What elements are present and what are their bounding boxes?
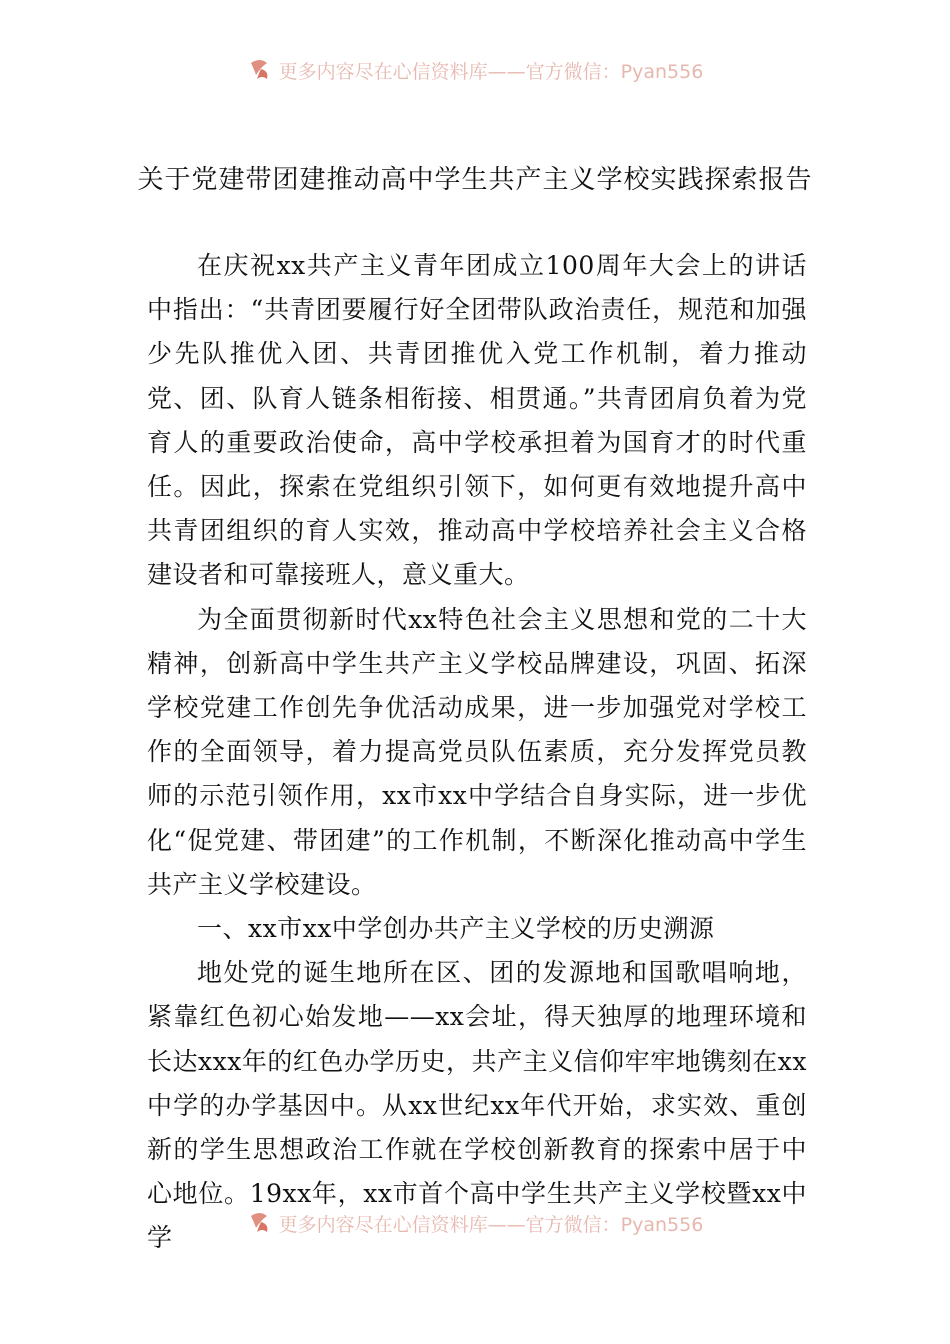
paragraph-1: 在庆祝xx共产主义青年团成立100周年大会上的讲话中指出：“共青团要履行好全团带队政治责任，规范和加强少先队推优入团、共青团推优入党工作机制，着力推动党、团、队育人链条相衔接、相贯通。”共青团肩负着为党育人的重要政治使命，高中学校承担着为国育才的时代重任。因此，探索在党组织引领下，如何更有效地提升高中共青团组织的育人实效，推动高中学校培养社会主义合格建设者和可靠接班人，意义重大。	[147, 251, 807, 590]
section-heading-1: 一、xx市xx中学创办共产主义学校的历史溯源	[197, 914, 715, 944]
watermark-logo-icon	[247, 1210, 273, 1236]
watermark-text: 更多内容尽在心信资料库——官方微信：Pyan556	[278, 60, 704, 83]
document-body	[147, 244, 807, 1261]
paragraph-2: 为全面贯彻新时代xx特色社会主义思想和党的二十大精神，创新高中学生共产主义学校品牌建设，巩固、拓深学校党建工作创先争优活动成果，进一步加强党对学校工作的全面领导，着力提高党员队伍素质，充分发挥党员教师的示范引领作用，xx市xx中学结合自身实际，进一步优化“促党建、带团建”的工作机制，不断深化推动高中学生共产主义学校建设。	[147, 604, 807, 899]
document-title: 关于党建带团建推动高中学生共产主义学校实践探索报告	[137, 165, 813, 195]
watermark-text: 更多内容尽在心信资料库——官方微信：Pyan556	[278, 1213, 704, 1236]
watermark-header	[0, 50, 950, 90]
paragraph-3: 地处党的诞生地所在区、团的发源地和国歌唱响地，紧靠红色初心始发地——xx会址，得天独厚的地理环境和长达xxx年的红色办学历史，共产主义信仰牢牢地镌刻在xx中学的办学基因中。从xx世纪xx年代开始，求实效、重创新的学生思想政治工作就在学校创新教育的探索中居于中心地位。19xx年，xx市首个高中学生共产主义学校暨xx中学	[147, 958, 807, 1253]
watermark-logo-icon	[247, 57, 273, 83]
watermark-footer	[0, 1203, 950, 1243]
